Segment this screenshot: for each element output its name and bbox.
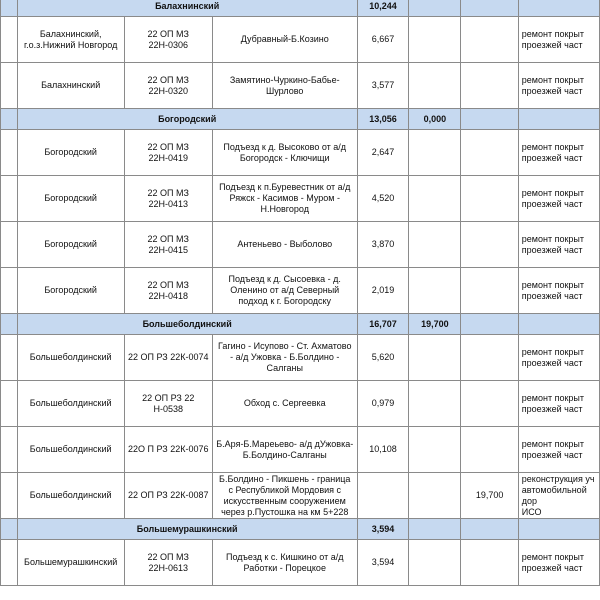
extra-length-cell[interactable] bbox=[461, 130, 518, 176]
blank-cell[interactable] bbox=[409, 381, 461, 427]
road-code-cell[interactable]: 22 ОП МЗ 22Н-0320 bbox=[124, 63, 212, 109]
group-header-row bbox=[1, 314, 600, 335]
municipality-cell[interactable]: Большеболдинский bbox=[17, 381, 124, 427]
group-header-row bbox=[1, 109, 600, 130]
municipality-cell[interactable]: Большеболдинский bbox=[17, 427, 124, 473]
road-name-cell[interactable]: Обход с. Сергеевка bbox=[212, 381, 357, 427]
blank-cell[interactable] bbox=[409, 335, 461, 381]
group-name-cell[interactable]: Большеболдинский bbox=[17, 314, 357, 335]
group-total-cell[interactable]: 3,594 bbox=[357, 519, 409, 540]
group-reserve-cell[interactable] bbox=[409, 519, 461, 540]
work-type-cell[interactable]: ремонт покрыт проезжей част bbox=[518, 427, 599, 473]
row-index-cell[interactable] bbox=[1, 130, 18, 176]
length-cell[interactable] bbox=[357, 473, 409, 519]
group-empty-cell[interactable] bbox=[461, 0, 518, 17]
extra-length-cell[interactable] bbox=[461, 381, 518, 427]
row-index-cell[interactable] bbox=[1, 176, 18, 222]
row-index-cell[interactable] bbox=[1, 268, 18, 314]
municipality-cell[interactable]: Большеболдинский bbox=[17, 335, 124, 381]
blank-cell[interactable] bbox=[409, 176, 461, 222]
road-name-cell[interactable]: Б.Аря-Б.Мареьево- а/д дУжовка-Б.Болдино-Салганы bbox=[212, 427, 357, 473]
municipality-cell[interactable]: Богородский bbox=[17, 222, 124, 268]
length-cell[interactable]: 6,667 bbox=[357, 17, 409, 63]
group-header-row bbox=[1, 0, 600, 17]
work-type-cell[interactable]: ремонт покрыт проезжей част bbox=[518, 381, 599, 427]
group-reserve-cell[interactable] bbox=[409, 0, 461, 17]
work-type-cell[interactable]: ремонт покрыт проезжей част bbox=[518, 222, 599, 268]
table-row bbox=[1, 63, 600, 109]
group-name-cell[interactable]: Балахнинский bbox=[17, 0, 357, 17]
work-type-cell[interactable]: ремонт покрыт проезжей част bbox=[518, 63, 599, 109]
group-header-row bbox=[1, 519, 600, 540]
road-name-cell[interactable]: Подъезд к п.Буревестник от а/д Ряжск - Касимов - Муром - Н.Новгород bbox=[212, 176, 357, 222]
blank-cell[interactable] bbox=[409, 130, 461, 176]
group-spacer-cell[interactable] bbox=[1, 109, 18, 130]
length-cell[interactable]: 4,520 bbox=[357, 176, 409, 222]
extra-length-cell[interactable] bbox=[461, 176, 518, 222]
road-name-cell[interactable]: Б.Болдино - Пикшень - граница с Республикой Мордовия с искусственным сооружением через р.Пустошка на км 5+228 bbox=[212, 473, 357, 519]
table-row bbox=[1, 427, 600, 473]
work-type-cell[interactable]: ремонт покрыт проезжей част bbox=[518, 335, 599, 381]
length-cell[interactable]: 10,108 bbox=[357, 427, 409, 473]
group-empty-cell[interactable] bbox=[518, 314, 599, 335]
row-index-cell[interactable] bbox=[1, 63, 18, 109]
work-type-cell[interactable]: реконструкция уч автомобильной дор ИСО bbox=[518, 473, 599, 519]
group-reserve-cell[interactable]: 19,700 bbox=[409, 314, 461, 335]
blank-cell[interactable] bbox=[409, 63, 461, 109]
group-reserve-cell[interactable]: 0,000 bbox=[409, 109, 461, 130]
municipality-cell[interactable]: Большеболдинский bbox=[17, 473, 124, 519]
length-cell[interactable]: 3,870 bbox=[357, 222, 409, 268]
work-type-cell[interactable]: ремонт покрыт проезжей част bbox=[518, 268, 599, 314]
municipality-cell[interactable]: Богородский bbox=[17, 176, 124, 222]
extra-length-cell[interactable] bbox=[461, 427, 518, 473]
road-code-cell[interactable]: 22 ОП МЗ 22Н-0613 bbox=[124, 540, 212, 586]
table-row bbox=[1, 17, 600, 63]
blank-cell[interactable] bbox=[409, 17, 461, 63]
group-empty-cell[interactable] bbox=[461, 519, 518, 540]
table-row bbox=[1, 335, 600, 381]
group-total-cell[interactable]: 10,244 bbox=[357, 0, 409, 17]
road-name-cell[interactable]: Подъезд к д. Сысоевка - д. Оленино от а/д Северный подход к г. Богородску bbox=[212, 268, 357, 314]
municipality-cell[interactable]: Богородский bbox=[17, 268, 124, 314]
road-name-cell[interactable]: Гагино - Исупово - Ст. Ахматово - а/д Ужовка - Б.Болдино - Салганы bbox=[212, 335, 357, 381]
extra-length-cell[interactable] bbox=[461, 17, 518, 63]
road-code-cell[interactable]: 22 ОП МЗ 22Н-0418 bbox=[124, 268, 212, 314]
road-code-cell[interactable]: 22 ОП РЗ 22 Н-0538 bbox=[124, 381, 212, 427]
length-cell[interactable]: 2,019 bbox=[357, 268, 409, 314]
blank-cell[interactable] bbox=[409, 268, 461, 314]
municipality-cell[interactable]: Богородский bbox=[17, 130, 124, 176]
group-spacer-cell[interactable] bbox=[1, 314, 18, 335]
table-row bbox=[1, 540, 600, 586]
row-index-cell[interactable] bbox=[1, 17, 18, 63]
extra-length-cell[interactable] bbox=[461, 222, 518, 268]
table-row bbox=[1, 222, 600, 268]
road-name-cell[interactable]: Дубравный-Б.Козино bbox=[212, 17, 357, 63]
work-type-cell[interactable]: ремонт покрыт проезжей част bbox=[518, 17, 599, 63]
group-empty-cell[interactable] bbox=[518, 519, 599, 540]
municipality-cell[interactable]: Большемурашкинский bbox=[17, 540, 124, 586]
blank-cell[interactable] bbox=[409, 427, 461, 473]
group-total-cell[interactable]: 16,707 bbox=[357, 314, 409, 335]
extra-length-cell[interactable] bbox=[461, 335, 518, 381]
row-index-cell[interactable] bbox=[1, 222, 18, 268]
group-empty-cell[interactable] bbox=[518, 109, 599, 130]
group-spacer-cell[interactable] bbox=[1, 0, 18, 17]
blank-cell[interactable] bbox=[409, 540, 461, 586]
municipality-cell[interactable]: Балахнинский, г.о.з.Нижний Новгород bbox=[17, 17, 124, 63]
work-type-cell[interactable]: ремонт покрыт проезжей част bbox=[518, 176, 599, 222]
table-row bbox=[1, 176, 600, 222]
road-code-cell[interactable]: 22 ОП РЗ 22К-0074 bbox=[124, 335, 212, 381]
road-name-cell[interactable]: Замятино-Чуркино-Бабье-Шурлово bbox=[212, 63, 357, 109]
row-index-cell[interactable] bbox=[1, 540, 18, 586]
group-empty-cell[interactable] bbox=[461, 314, 518, 335]
length-cell[interactable]: 0,979 bbox=[357, 381, 409, 427]
blank-cell[interactable] bbox=[409, 222, 461, 268]
road-name-cell[interactable]: Антеньево - Выболово bbox=[212, 222, 357, 268]
extra-length-cell[interactable] bbox=[461, 268, 518, 314]
road-code-cell[interactable]: 22 ОП МЗ 22Н-0413 bbox=[124, 176, 212, 222]
road-name-cell[interactable]: Подъезд к с. Кишкино от а/д Работки - Порецкое bbox=[212, 540, 357, 586]
row-index-cell[interactable] bbox=[1, 427, 18, 473]
extra-length-cell[interactable] bbox=[461, 540, 518, 586]
length-cell[interactable]: 5,620 bbox=[357, 335, 409, 381]
road-code-cell[interactable]: 22О П РЗ 22К-0076 bbox=[124, 427, 212, 473]
length-cell[interactable]: 3,577 bbox=[357, 63, 409, 109]
table-row bbox=[1, 130, 600, 176]
table-row bbox=[1, 381, 600, 427]
extra-length-cell[interactable] bbox=[461, 63, 518, 109]
road-code-cell[interactable]: 22 ОП МЗ 22Н-0419 bbox=[124, 130, 212, 176]
group-empty-cell[interactable] bbox=[518, 0, 599, 17]
blank-cell[interactable] bbox=[409, 473, 461, 519]
row-index-cell[interactable] bbox=[1, 473, 18, 519]
group-name-cell[interactable]: Богородский bbox=[17, 109, 357, 130]
work-type-cell[interactable]: ремонт покрыт проезжей част bbox=[518, 540, 599, 586]
municipality-cell[interactable]: Балахнинский bbox=[17, 63, 124, 109]
road-code-cell[interactable]: 22 ОП МЗ 22Н-0415 bbox=[124, 222, 212, 268]
table-row bbox=[1, 473, 600, 519]
road-name-cell[interactable]: Подъезд к д. Высоково от а/д Богородск - Ключищи bbox=[212, 130, 357, 176]
length-cell[interactable]: 2,647 bbox=[357, 130, 409, 176]
road-code-cell[interactable]: 22 ОП РЗ 22К-0087 bbox=[124, 473, 212, 519]
group-empty-cell[interactable] bbox=[461, 109, 518, 130]
row-index-cell[interactable] bbox=[1, 335, 18, 381]
length-cell[interactable]: 3,594 bbox=[357, 540, 409, 586]
table-row bbox=[1, 268, 600, 314]
group-total-cell[interactable]: 13,056 bbox=[357, 109, 409, 130]
road-code-cell[interactable]: 22 ОП МЗ 22Н-0306 bbox=[124, 17, 212, 63]
extra-length-cell[interactable]: 19,700 bbox=[461, 473, 518, 519]
row-index-cell[interactable] bbox=[1, 381, 18, 427]
group-spacer-cell[interactable] bbox=[1, 519, 18, 540]
group-name-cell[interactable]: Большемурашкинский bbox=[17, 519, 357, 540]
work-type-cell[interactable]: ремонт покрыт проезжей част bbox=[518, 130, 599, 176]
